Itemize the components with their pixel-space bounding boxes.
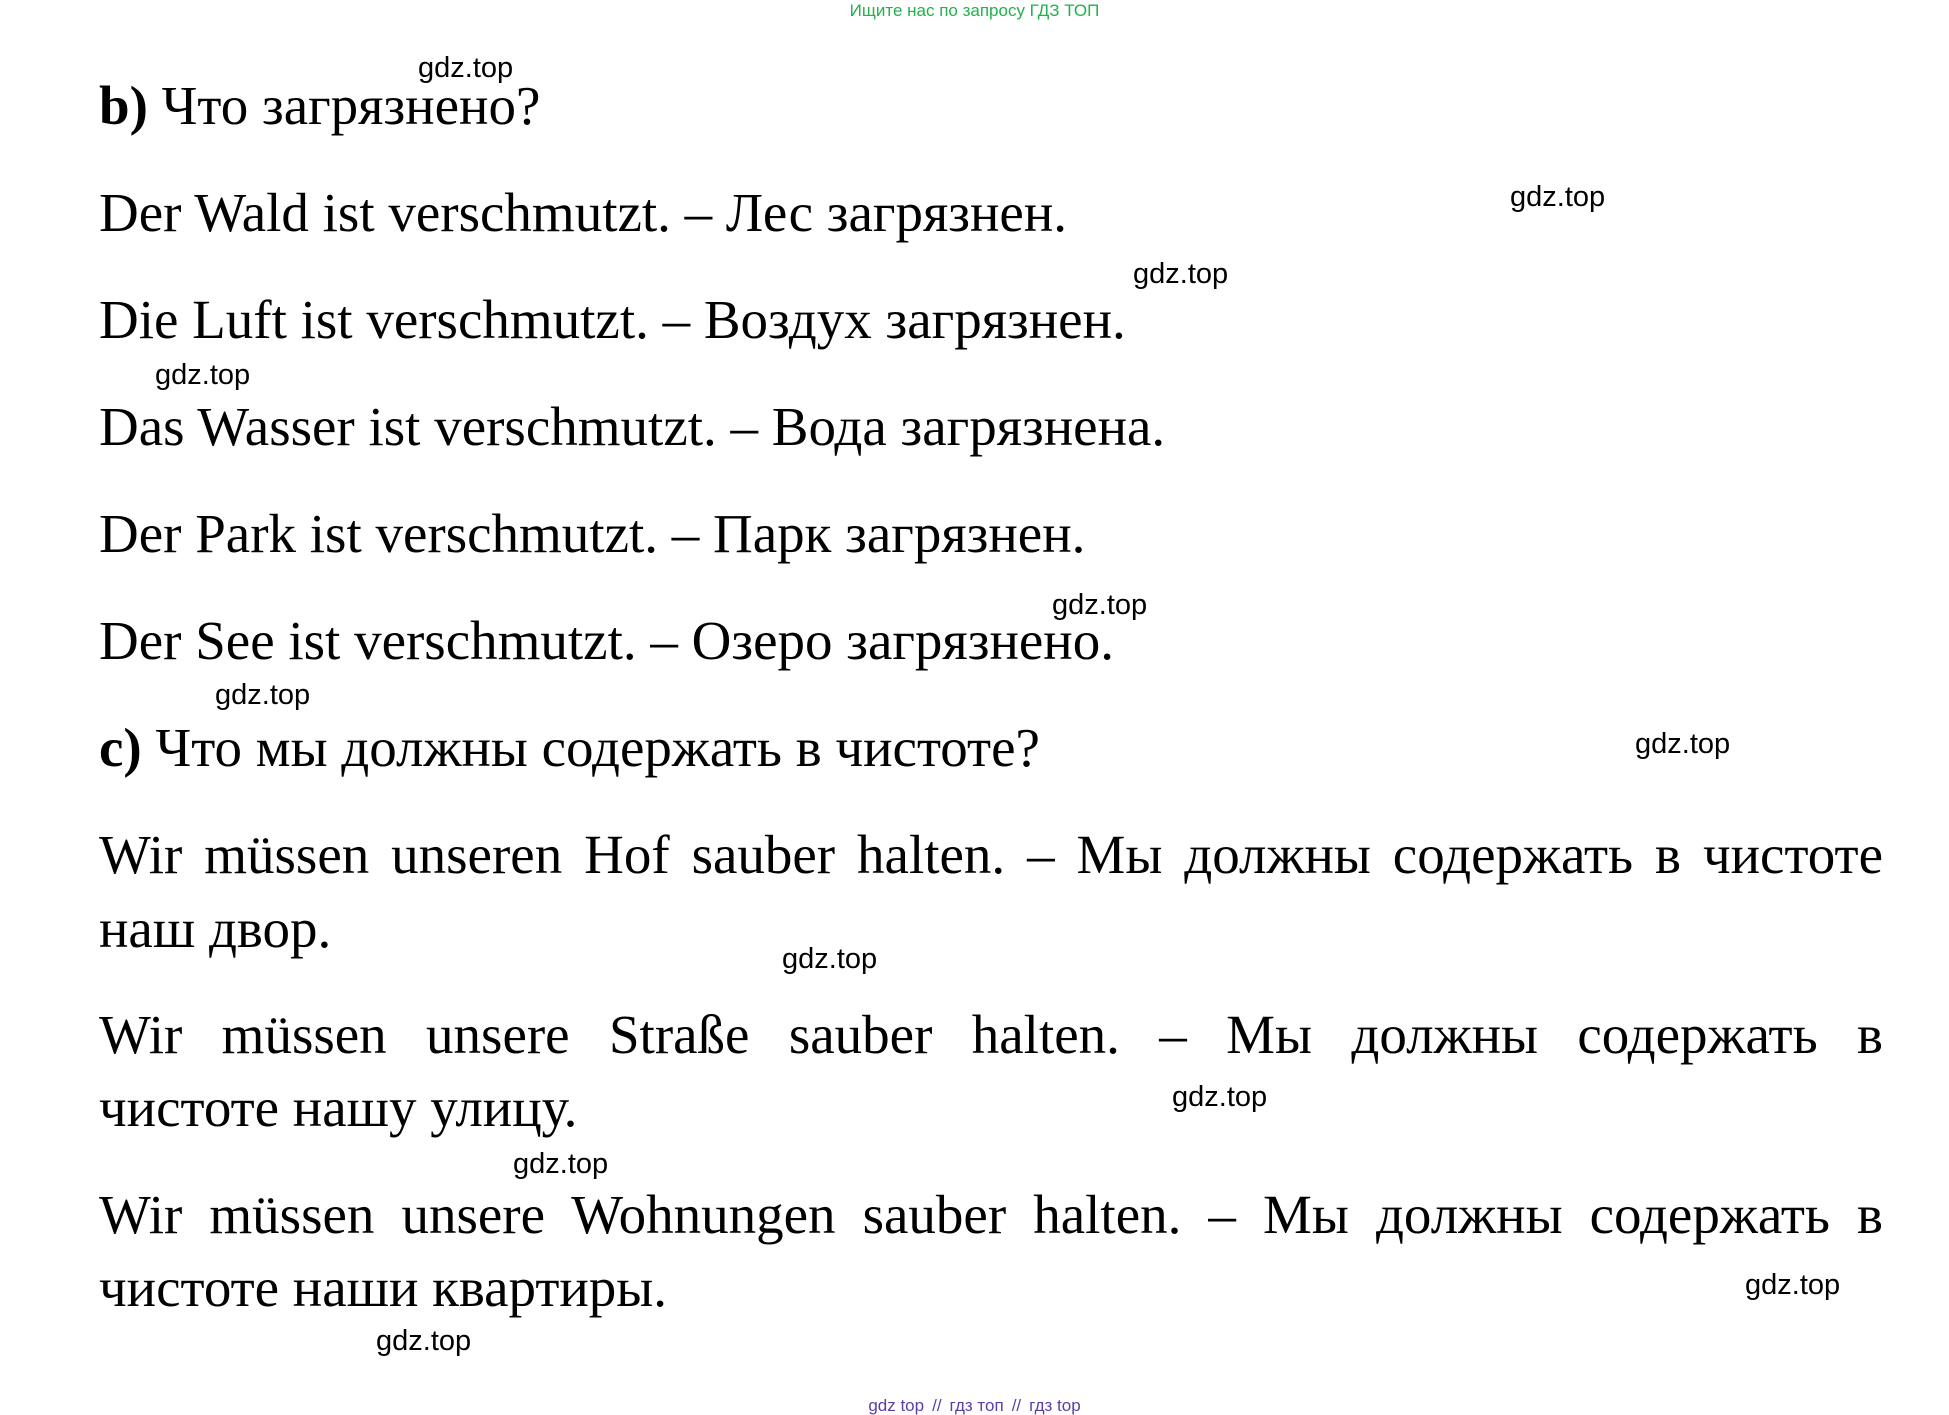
- top-banner: Ищите нас по запросу ГДЗ ТОП: [849, 1, 1100, 20]
- watermark: gdz.top: [418, 52, 514, 84]
- section-c-item-3-line-1: Wir müssen unsere Wohnungen sauber halten. – Мы должны содержать в: [99, 1184, 1883, 1245]
- footer-separator: //: [932, 1396, 942, 1415]
- footer: [0, 1398, 1949, 1414]
- watermark: gdz.top: [1745, 1269, 1841, 1301]
- section-c-heading-text: Что мы должны содержать в чистоте?: [141, 717, 1040, 778]
- watermark: gdz.top: [1510, 181, 1606, 213]
- watermark: gdz.top: [1133, 258, 1229, 290]
- footer-part: gdz top: [868, 1396, 925, 1415]
- section-c-item-1-line-1: Wir müssen unseren Hof sauber halten. – Мы должны содержать в чистоте: [99, 824, 1883, 885]
- section-c-item-2-line-1: Wir müssen unsere Straße sauber halten. – Мы должны содержать в: [99, 1004, 1883, 1065]
- watermark: gdz.top: [215, 679, 311, 711]
- watermark: gdz.top: [155, 359, 251, 391]
- watermark: gdz.top: [1172, 1081, 1268, 1113]
- section-b-line: Das Wasser ist verschmutzt. – Вода загрязнена.: [99, 396, 1166, 457]
- section-b-heading-text: Что загрязнено?: [147, 75, 541, 136]
- section-c-heading: [99, 717, 1040, 779]
- footer-separator: //: [1011, 1396, 1022, 1415]
- watermark: gdz.top: [1635, 728, 1731, 760]
- section-b-line: Die Luft ist verschmutzt. – Воздух загрязнен.: [99, 289, 1126, 350]
- section-c-item-3-line-2: чистоте наши квартиры.: [99, 1257, 667, 1318]
- section-b-line: Der Wald ist verschmutzt. – Лес загрязнен.: [99, 182, 1068, 243]
- section-c-letter: c): [99, 717, 142, 778]
- watermark: gdz.top: [376, 1325, 472, 1357]
- section-b-letter: b): [99, 75, 148, 136]
- section-c-item-1-line-2: наш двор.: [99, 898, 332, 959]
- footer-part: гдз top: [1029, 1396, 1081, 1415]
- section-b-line: Der See ist verschmutzt. – Озеро загрязнено.: [99, 610, 1114, 671]
- watermark: gdz.top: [782, 943, 878, 975]
- section-c-item-2-line-2: чистоте нашу улицу.: [99, 1077, 578, 1138]
- watermark: gdz.top: [1052, 589, 1148, 621]
- footer-part: гдз топ: [949, 1396, 1004, 1415]
- watermark: gdz.top: [513, 1148, 609, 1180]
- section-b-line: Der Park ist verschmutzt. – Парк загрязнен.: [99, 503, 1086, 564]
